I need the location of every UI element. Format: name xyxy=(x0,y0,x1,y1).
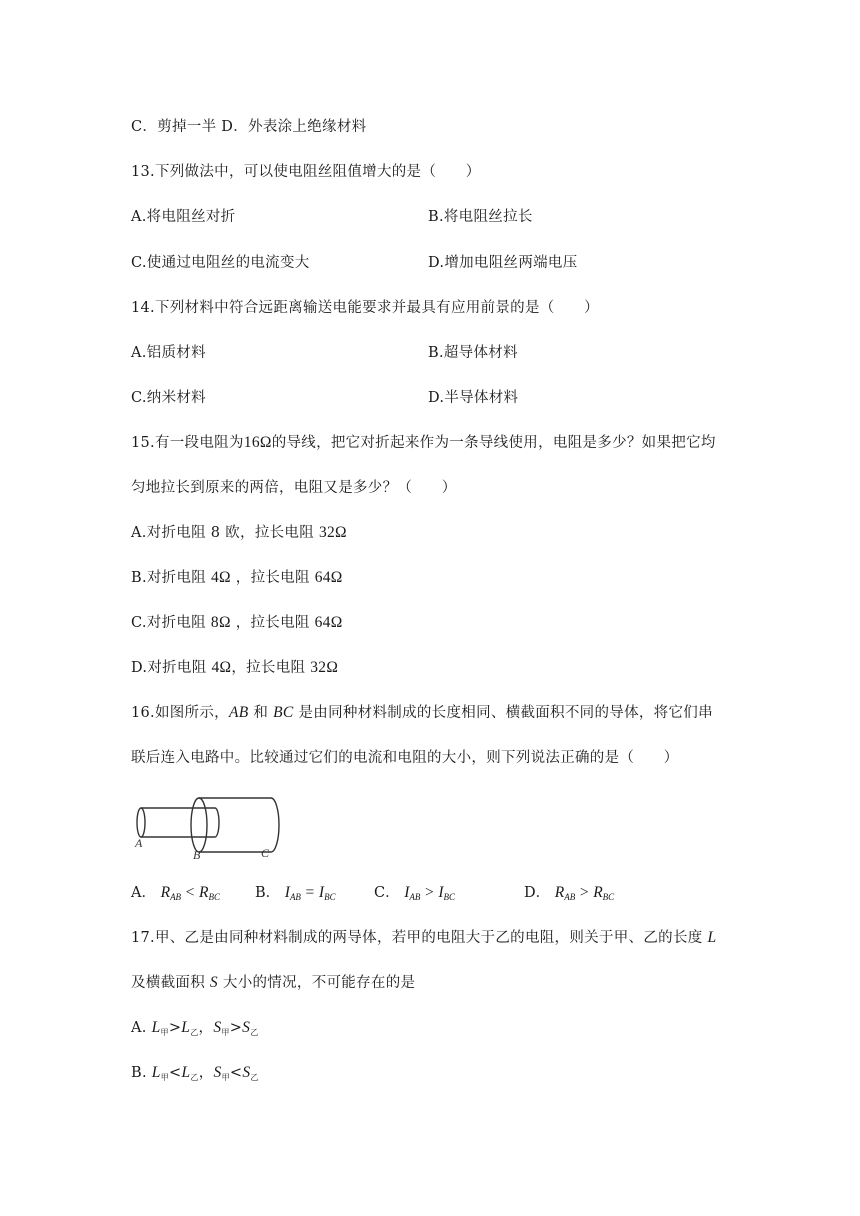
sub-bc: BC xyxy=(443,892,456,902)
q14-option-a: A.铝质材料 xyxy=(131,345,206,361)
q16-option-b xyxy=(255,883,336,907)
q14-option-c: C.纳米材料 xyxy=(131,390,206,406)
sub-bc: BC xyxy=(208,892,221,902)
q16-stem-post: 是由同种材料制成的长度相同、横截面积不同的导体，将它们串 xyxy=(293,705,713,721)
q16-option-c xyxy=(374,883,455,907)
q17-option-b xyxy=(131,1063,259,1088)
q16-stem-line2: 联后连入电路中。比较通过它们的电流和电阻的大小，则下列说法正确的是（ ） xyxy=(131,750,679,766)
sub-jia: 甲 xyxy=(160,1028,169,1037)
q15-stem-pre: 15.有一段电阻为 xyxy=(131,435,244,451)
sub-bc: BC xyxy=(324,892,336,902)
q17-stem-pre: 17.甲、乙是由同种材料制成的两导体，若甲的电阻大于乙的电阻，则关于甲、乙的长度 xyxy=(131,930,708,946)
symbol-i: I xyxy=(284,884,290,901)
q14-option-b: B.超导体材料 xyxy=(428,345,518,361)
q15-stem-line1 xyxy=(131,433,716,453)
q15-c-mid: ，拉长电阻 xyxy=(230,615,315,631)
symbol-r: R xyxy=(199,884,209,901)
sub-yi: 乙 xyxy=(190,1073,199,1082)
q14-stem: 14.下列材料中符合远距离输送电能要求并最具有应用前景的是（ ） xyxy=(131,300,599,316)
conductor-figure xyxy=(131,795,291,865)
symbol-i: I xyxy=(318,884,325,901)
symbol-r: R xyxy=(160,884,171,901)
q15-d-text: D.对折电阻 xyxy=(131,660,212,676)
sub-ab: AB xyxy=(289,892,301,902)
q17-symbol-l: L xyxy=(707,929,717,946)
q15-option-d xyxy=(131,658,338,678)
q16-c-label: C． xyxy=(374,885,400,901)
q15-b-text: B.对折电阻 xyxy=(131,570,211,586)
figure-label-a: A xyxy=(135,836,143,850)
q15-d-value2: 32Ω xyxy=(310,659,339,676)
figure-label-b: B xyxy=(193,848,201,862)
sub-jia: 甲 xyxy=(160,1073,170,1082)
symbol-r: R xyxy=(554,884,565,901)
q15-stem-post: 的导线，把它对折起来作为一条导线使用，电阻是多少？如果把它均 xyxy=(271,435,716,451)
q17-a-label: A. xyxy=(131,1020,147,1036)
sub-ab: AB xyxy=(170,892,182,902)
op-lt: < xyxy=(229,1065,243,1081)
sub-bc: BC xyxy=(602,892,615,902)
q13-option-b: B.将电阻丝拉长 xyxy=(428,209,533,225)
q15-stem-line2: 匀地拉长到原来的两倍，电阻又是多少？（ ） xyxy=(131,480,457,496)
q15-resistance-value: 16Ω xyxy=(243,434,272,451)
thin-conductor-edges xyxy=(141,808,215,837)
q15-option-a xyxy=(131,523,347,543)
q13-option-c: C.使通过电阻丝的电流变大 xyxy=(131,255,310,271)
q17-b-label: B. xyxy=(131,1065,147,1081)
figure-label-c: C xyxy=(261,846,270,860)
comma: ， xyxy=(198,1020,214,1036)
q16-option-d xyxy=(524,883,614,907)
q15-c-value1: 8Ω xyxy=(210,614,231,631)
q13-stem: 13.下列做法中，可以使电阻丝阻值增大的是（ ） xyxy=(131,164,481,180)
op-eq: = xyxy=(305,884,315,901)
q12-options-cd: C．剪掉一半 D．外表涂上绝缘材料 xyxy=(131,119,367,135)
symbol-i: I xyxy=(438,884,444,901)
q17-symbol-s: S xyxy=(209,974,218,991)
sub-jia: 甲 xyxy=(221,1073,230,1082)
thick-conductor-edges xyxy=(199,798,271,852)
q16-ab: AB xyxy=(228,704,249,721)
symbol-r: R xyxy=(593,884,603,901)
q13-option-d: D.增加电阻丝两端电压 xyxy=(428,255,578,271)
sym-s: S xyxy=(242,1019,251,1036)
sym-s: S xyxy=(242,1064,251,1081)
q15-c-value2: 64Ω xyxy=(314,614,343,631)
q15-b-value2: 64Ω xyxy=(314,569,343,586)
sub-ab: AB xyxy=(564,892,576,902)
sym-l: L xyxy=(151,1064,161,1081)
sym-s: S xyxy=(213,1019,222,1036)
sub-ab: AB xyxy=(409,892,421,902)
q15-option-c xyxy=(131,613,343,633)
sub-yi: 乙 xyxy=(190,1028,199,1037)
thick-conductor-end xyxy=(271,798,279,852)
sym-l: L xyxy=(181,1019,191,1036)
q15-d-mid: ，拉长电阻 xyxy=(231,660,311,676)
sub-yi: 乙 xyxy=(250,1028,259,1037)
op-gt: > xyxy=(579,884,589,901)
q15-a-value: 32Ω xyxy=(318,524,347,541)
q16-option-a xyxy=(131,883,220,907)
comma: ， xyxy=(198,1065,214,1081)
op-gt: > xyxy=(168,1020,182,1036)
q13-option-a: A.将电阻丝对折 xyxy=(131,209,236,225)
thick-conductor-face xyxy=(191,798,207,852)
symbol-i: I xyxy=(404,884,410,901)
q16-d-label: D． xyxy=(524,885,551,901)
q15-b-value1: 4Ω xyxy=(210,569,231,586)
q16-and: 和 xyxy=(248,705,274,721)
q16-b-label: B． xyxy=(255,885,281,901)
sub-yi: 乙 xyxy=(250,1073,259,1082)
sym-l: L xyxy=(181,1064,191,1081)
q17-line2-pre: 及横截面积 xyxy=(131,975,210,991)
q14-option-d: D.半导体材料 xyxy=(428,390,519,406)
q17-stem-line2 xyxy=(131,973,415,993)
q15-option-b xyxy=(131,568,343,588)
sym-s: S xyxy=(213,1064,222,1081)
q16-bc: BC xyxy=(273,704,294,721)
q15-d-value1: 4Ω xyxy=(211,659,232,676)
thin-conductor-join xyxy=(215,808,219,837)
sym-l: L xyxy=(151,1019,161,1036)
q16-a-label: A． xyxy=(131,885,156,901)
q17-option-a xyxy=(131,1018,259,1043)
q17-line2-post: 大小的情况，不可能存在的是 xyxy=(217,975,416,991)
op-gt: > xyxy=(229,1020,243,1036)
q17-stem-line1 xyxy=(131,928,716,948)
op-lt: < xyxy=(169,1065,182,1081)
q15-b-mid: ，拉长电阻 xyxy=(230,570,315,586)
q16-stem-pre: 16.如图所示， xyxy=(131,705,229,721)
op-gt: > xyxy=(425,884,434,901)
sub-jia: 甲 xyxy=(221,1028,230,1037)
q15-c-text: C.对折电阻 xyxy=(131,615,211,631)
thin-conductor-end xyxy=(137,808,145,837)
q15-a-text: A.对折电阻 8 欧，拉长电阻 xyxy=(131,525,319,541)
op-lt: < xyxy=(185,884,195,901)
q16-stem-line1 xyxy=(131,703,713,723)
